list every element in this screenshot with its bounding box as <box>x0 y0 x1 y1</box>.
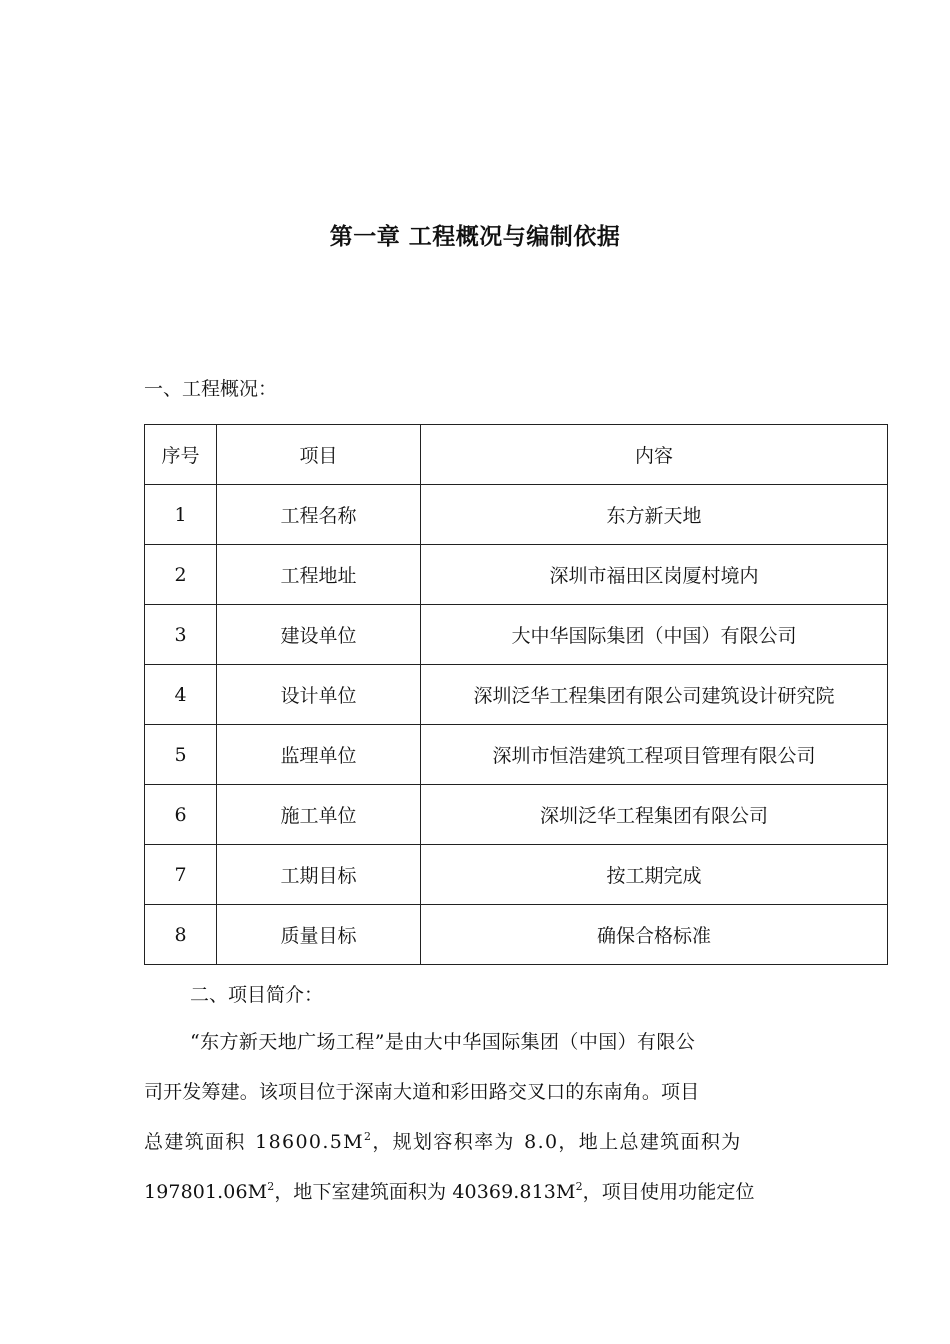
header-cell-index: 序号 <box>145 425 217 485</box>
row-content-cell: 按工期完成 <box>421 845 888 905</box>
table-row <box>145 845 888 905</box>
chapter-title: 第一章 工程概况与编制依据 <box>329 224 621 250</box>
table-row <box>145 485 888 545</box>
table-row <box>145 665 888 725</box>
section-heading-overview: 一、工程概况： <box>144 378 278 400</box>
intro-text: ，规划容积率为 8.0，地上总建筑面积为 <box>372 1131 742 1153</box>
table-row <box>145 605 888 665</box>
intro-line-4 <box>144 1180 806 1204</box>
row-index-cell: 6 <box>145 785 217 845</box>
row-item-cell: 建设单位 <box>217 605 421 665</box>
header-cell-content: 内容 <box>421 425 888 485</box>
row-index-cell: 5 <box>145 725 217 785</box>
intro-text: 197801.06M <box>144 1181 268 1203</box>
superscript: 2 <box>575 1180 583 1193</box>
intro-text: ，地下室建筑面积为 40369.813M <box>274 1181 576 1203</box>
row-item-cell: 施工单位 <box>217 785 421 845</box>
row-index-cell: 2 <box>145 545 217 605</box>
row-index-cell: 1 <box>145 485 217 545</box>
row-content-cell: 确保合格标准 <box>421 905 888 965</box>
superscript: 2 <box>363 1130 373 1143</box>
table-row <box>145 545 888 605</box>
row-content-cell: 大中华国际集团（中国）有限公司 <box>421 605 888 665</box>
intro-line-3 <box>144 1130 806 1154</box>
row-index-cell: 4 <box>145 665 217 725</box>
row-index-cell: 8 <box>145 905 217 965</box>
row-index-cell: 7 <box>145 845 217 905</box>
section-heading-intro: 二、项目简介： <box>190 984 324 1006</box>
superscript: 2 <box>267 1180 275 1193</box>
row-content-cell: 深圳市福田区岗厦村境内 <box>421 545 888 605</box>
intro-text: ，项目使用功能定位 <box>582 1181 755 1203</box>
row-item-cell: 监理单位 <box>217 725 421 785</box>
intro-line-1: “东方新天地广场工程”是由大中华国际集团（中国）有限公 <box>190 1031 696 1053</box>
row-index-cell: 3 <box>145 605 217 665</box>
row-item-cell: 质量目标 <box>217 905 421 965</box>
table-row <box>145 725 888 785</box>
project-overview-table <box>144 424 888 965</box>
intro-text: 总建筑面积 18600.5M <box>144 1131 364 1153</box>
table-row <box>145 905 888 965</box>
row-item-cell: 工程地址 <box>217 545 421 605</box>
row-content-cell: 东方新天地 <box>421 485 888 545</box>
intro-line-2: 司开发筹建。该项目位于深南大道和彩田路交叉口的东南角。项目 <box>144 1081 700 1103</box>
header-cell-item: 项目 <box>217 425 421 485</box>
row-item-cell: 设计单位 <box>217 665 421 725</box>
table-header-row <box>145 425 888 485</box>
row-content-cell: 深圳市恒浩建筑工程项目管理有限公司 <box>421 725 888 785</box>
row-item-cell: 工期目标 <box>217 845 421 905</box>
table-row <box>145 785 888 845</box>
table-body <box>145 425 888 965</box>
row-content-cell: 深圳泛华工程集团有限公司建筑设计研究院 <box>421 665 888 725</box>
row-item-cell: 工程名称 <box>217 485 421 545</box>
row-content-cell: 深圳泛华工程集团有限公司 <box>421 785 888 845</box>
